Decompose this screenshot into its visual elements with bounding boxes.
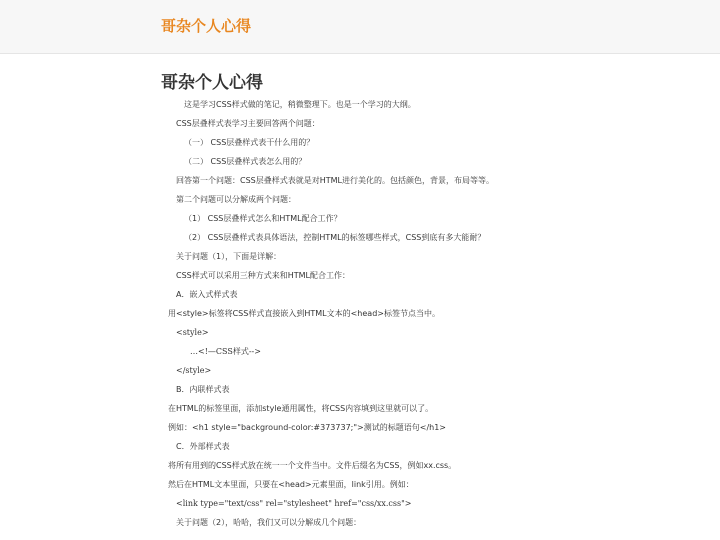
method-c-heading: C．外部样式表: [176, 442, 230, 451]
article: [0, 54, 720, 540]
method-c-desc: 将所有用到的CSS样式放在统一一个文件当中。文件后缀名为CSS，例如xx.css。: [168, 461, 457, 470]
site-header: [0, 0, 720, 54]
method-b-example: 例如：<h1 style="background-color:#373737;">测试的标题语句</h1>: [168, 423, 447, 432]
code-link-tag: <link type="text/css" rel="stylesheet" href="css/xx.css">: [176, 499, 412, 508]
details-intro: 关于问题（1），下面是详解：: [176, 252, 282, 261]
second-question-intro: 第二个问题可以分解成两个问题：: [176, 195, 296, 204]
method-a-heading: A．嵌入式样式表: [176, 290, 238, 299]
paragraph-two-questions: CSS层叠样式表学习主要回答两个问题：: [176, 119, 320, 128]
code-style-comment: …<!—CSS样式-->: [190, 347, 261, 356]
site-title-link[interactable]: 哥杂个人心得: [161, 17, 252, 35]
question-one: （一） CSS层叠样式表干什么用的？: [184, 138, 315, 147]
code-style-close: </style>: [176, 366, 212, 375]
article-title: 哥杂个人心得: [161, 73, 263, 93]
question-two: （二） CSS层叠样式表怎么用的？: [184, 157, 307, 166]
paragraph-intro: 这是学习CSS样式做的笔记，稍微整理下。也是一个学习的大纲。: [184, 100, 416, 109]
method-a-desc: 用<style>标签将CSS样式直接嵌入到HTML文本的<head>标签节点当中。: [168, 309, 440, 318]
method-c-link-intro: 然后在HTML文本里面，只要在<head>元素里面，link引用。例如：: [168, 480, 414, 489]
answer-one: 回答第一个问题：CSS层叠样式表就是对HTML进行美化的。包括颜色，背景，布局等等。: [176, 176, 495, 185]
sub-question-one: （1） CSS层叠样式怎么和HTML配合工作？: [184, 214, 342, 223]
method-b-desc: 在HTML的标签里面，添加style通用属性，将CSS内容填到这里就可以了。: [168, 404, 434, 413]
question-two-details: 关于问题（2），哈哈，我们又可以分解成几个问题：: [176, 518, 362, 527]
three-methods: CSS样式可以采用三种方式来和HTML配合工作：: [176, 271, 351, 280]
method-b-heading: B．内联样式表: [176, 385, 230, 394]
sub-question-two: （2） CSS层叠样式表具体语法，控制HTML的标签哪些样式，CSS到底有多大能耐？: [184, 233, 486, 242]
code-style-open: <style>: [176, 328, 209, 337]
